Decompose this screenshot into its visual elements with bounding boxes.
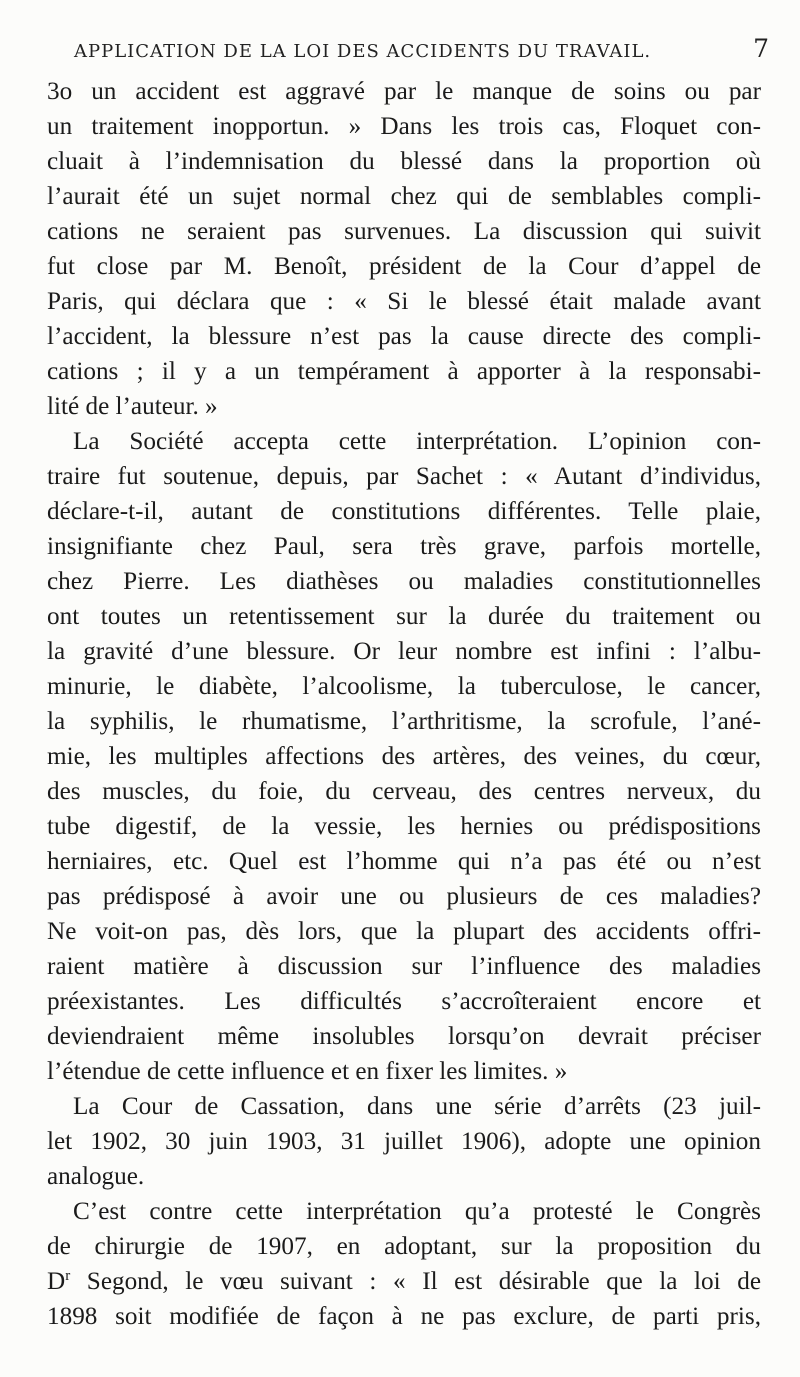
text-line: let 1902, 30 juin 1903, 31 juillet 1906), adopte une opinion (47, 1128, 761, 1155)
text-line: cluait à l’indemnisation du blessé dans la proportion où (47, 148, 761, 175)
paragraph-start-line: La Cour de Cassation, dans une série d’arrêts (23 juil- (73, 1093, 761, 1120)
text-line: Ne voit-on pas, dès lors, que la plupart des accidents offri- (47, 918, 761, 945)
body-text (47, 74, 761, 1334)
text-line: cations ; il y a un tempérament à apporter à la responsabi- (47, 358, 761, 385)
text-line: préexistantes. Les difficultés s’accroîteraient encore et (47, 988, 761, 1015)
running-title: APPLICATION DE LA LOI DES ACCIDENTS DU TRAVAIL. (74, 41, 652, 62)
text-line: de chirurgie de 1907, en adoptant, sur la proposition du (47, 1233, 761, 1260)
text-line-with-superscript (47, 1264, 761, 1299)
text-line: 1898 soit modifiée de façon à ne pas exclure, de parti pris, (47, 1303, 761, 1330)
text-line: traire fut soutenue, depuis, par Sachet : « Autant d’individus, (47, 463, 761, 490)
text-line: des muscles, du foie, du cerveau, des centres nerveux, du (47, 778, 761, 805)
text-line: lité de l’auteur. » (47, 393, 218, 420)
text-line: la gravité d’une blessure. Or leur nombre est infini : l’albu- (47, 638, 761, 665)
text-line: analogue. (47, 1163, 145, 1190)
page-number: 7 (753, 34, 769, 63)
text-line-rest: Segond, le vœu suivant : « Il est désirable que la loi de (70, 1268, 761, 1295)
text-line: ont toutes un retentissement sur la durée du traitement ou (47, 603, 761, 630)
text-line: insignifiante chez Paul, sera très grave, parfois mortelle, (47, 533, 761, 560)
text-line: 3o un accident est aggravé par le manque de soins ou par (47, 78, 761, 105)
text-line: chez Pierre. Les diathèses ou maladies constitutionnelles (47, 568, 761, 595)
text-line: raient matière à discussion sur l’influence des maladies (47, 953, 761, 980)
paragraph-start-line: La Société accepta cette interprétation. L’opinion con- (73, 428, 761, 455)
paragraph-start-line: C’est contre cette interprétation qu’a protesté le Congrès (73, 1198, 761, 1225)
doctor-abbrev: D (47, 1268, 66, 1295)
text-line: pas prédisposé à avoir une ou plusieurs de ces maladies? (47, 883, 761, 910)
text-line: déclare-t-il, autant de constitutions différentes. Telle plaie, (47, 498, 761, 525)
text-line: cations ne seraient pas survenues. La discussion qui suivit (47, 218, 761, 245)
text-line: Paris, qui déclara que : « Si le blessé était malade avant (47, 288, 761, 315)
text-line: l’accident, la blessure n’est pas la cause directe des compli- (47, 323, 761, 350)
text-line: tube digestif, de la vessie, les hernies ou prédispositions (47, 813, 761, 840)
text-line: mie, les multiples affections des artères, des veines, du cœur, (47, 743, 761, 770)
text-line: la syphilis, le rhumatisme, l’arthritisme, la scrofule, l’ané- (47, 708, 761, 735)
text-line: minurie, le diabète, l’alcoolisme, la tuberculose, le cancer, (47, 673, 761, 700)
running-head (74, 34, 769, 70)
doctor-abbrev-superscript: r (65, 1268, 71, 1284)
text-line: deviendraient même insolubles lorsqu’on devrait préciser (47, 1023, 761, 1050)
text-line: l’étendue de cette influence et en fixer les limites. » (47, 1058, 568, 1085)
text-line: fut close par M. Benoît, président de la Cour d’appel de (47, 253, 761, 280)
text-line: herniaires, etc. Quel est l’homme qui n’a pas été ou n’est (47, 848, 761, 875)
text-line: un traitement inopportun. » Dans les trois cas, Floquet con- (47, 113, 761, 140)
text-line: l’aurait été un sujet normal chez qui de semblables compli- (47, 183, 761, 210)
